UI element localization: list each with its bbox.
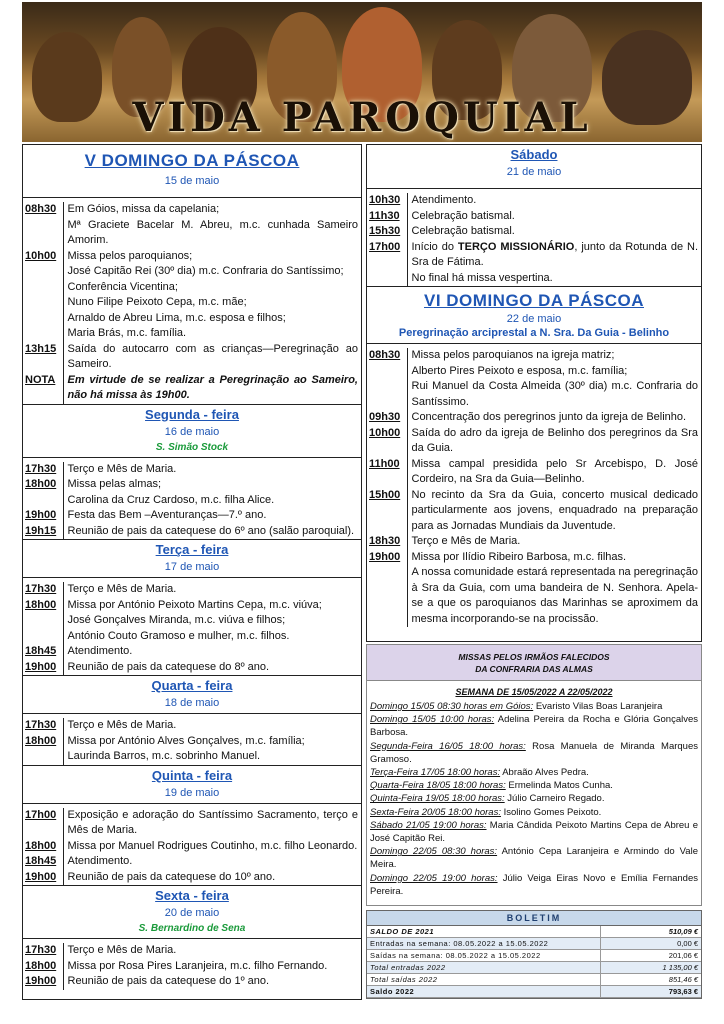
schedule-time: 17h30	[23, 462, 63, 478]
schedule-text: Missa por Rosa Pires Laranjeira, m.c. filho Fernando.	[67, 959, 328, 972]
thursday-date: 19 de maio	[164, 786, 220, 799]
schedule-row	[23, 249, 361, 265]
schedule-time: 18h00	[23, 734, 63, 750]
schedule-text: Início do TERÇO MISSIONÁRIO, junto da Rotunda de N. Sra de Fátima.	[411, 240, 699, 268]
schedule-time	[367, 271, 407, 287]
tuesday-schedule	[23, 578, 361, 676]
missas-header-line2: DA CONFRARIA DAS ALMAS	[475, 664, 593, 674]
schedule-time: 10h30	[367, 193, 407, 209]
schedule-row	[23, 477, 361, 493]
schedule-row	[367, 410, 701, 426]
schedule-row	[23, 629, 361, 645]
missas-item-who: António Cepa Laranjeira e Armindo do Vale Meira.	[370, 846, 698, 871]
schedule-text: Missa pelos paroquianos na igreja matriz;	[411, 349, 615, 361]
sunday5-header	[23, 145, 361, 198]
boletim-value: 510,09 €	[668, 927, 698, 936]
missas-item-when: Sábado 21/05 19:00 horas:	[370, 819, 487, 831]
schedule-time: 19h00	[23, 660, 63, 676]
missas-item-who: Rosa Manuela de Miranda Marques Gramoso.	[370, 740, 698, 765]
missas-item	[370, 779, 698, 792]
schedule-row	[23, 718, 361, 734]
schedule-time	[23, 629, 63, 645]
missas-item-who: Adelina Pereira da Rocha e Glória Gonçalves Barbosa.	[370, 714, 698, 739]
boletim-label: Total saídas 2022	[367, 974, 601, 985]
schedule-text: Rui Manuel da Costa Almeida (30º dia) m.c. Confraria do Santíssimo.	[411, 380, 698, 408]
schedule-table	[367, 348, 701, 627]
sunday6-header	[367, 287, 701, 344]
schedule-text: José Capitão Rei (30º dia) m.c. Confraria do Santíssimo;	[67, 265, 344, 277]
schedule-row	[23, 734, 361, 750]
missas-item	[370, 766, 698, 779]
schedule-text: Atendimento.	[411, 194, 477, 206]
schedule-table	[23, 582, 361, 675]
schedule-text: Celebração batismal.	[411, 225, 515, 237]
schedule-text: Atendimento.	[67, 645, 133, 657]
schedule-time	[23, 311, 63, 327]
schedule-table	[23, 202, 361, 404]
schedule-row	[23, 373, 361, 404]
friday-schedule	[23, 939, 361, 990]
schedule-time: 11h00	[367, 457, 407, 488]
schedule-text: Carolina da Cruz Cardoso, m.c. filha Alice.	[67, 493, 275, 506]
schedule-time: 08h30	[367, 348, 407, 364]
schedule-table	[367, 193, 701, 286]
schedule-text: No final há missa vespertina.	[411, 271, 553, 284]
boletim-row	[367, 974, 701, 986]
schedule-time: 15h30	[367, 224, 407, 240]
boletim-row	[367, 950, 701, 962]
header-banner	[22, 2, 702, 142]
boletim-title: BOLETIM	[367, 911, 701, 926]
sunday6-title: VI DOMINGO DA PÁSCOA	[424, 291, 644, 310]
schedule-time: 18h00	[23, 959, 63, 975]
left-column	[22, 144, 362, 1000]
schedule-row	[367, 550, 701, 566]
boletim-row	[367, 926, 701, 938]
thursday-title: Quinta - feira	[151, 767, 233, 783]
schedule-text: Em virtude de se realizar a Peregrinação ao Sameiro, não há missa às 19h00.	[67, 373, 358, 401]
monday-schedule	[23, 458, 361, 541]
schedule-time: 19h15	[23, 524, 63, 540]
schedule-row	[23, 493, 361, 509]
schedule-time: 10h00	[23, 249, 63, 265]
schedule-text: Terço e Mês de Maria.	[67, 719, 177, 731]
schedule-time	[367, 565, 407, 627]
missas-item	[370, 700, 698, 713]
schedule-row	[23, 508, 361, 524]
schedule-row	[367, 209, 701, 225]
wednesday-date: 18 de maio	[164, 697, 220, 709]
schedule-row	[23, 524, 361, 540]
schedule-text: Mª Graciete Bacelar M. Abreu, m.c. cunhada Sameiro Amorim.	[67, 218, 358, 246]
missas-item-when: Quinta-Feira 19/05 18:00 horas:	[370, 793, 505, 805]
schedule-text: Terço e Mês de Maria.	[67, 583, 177, 595]
missas-box	[366, 644, 702, 906]
schedule-text: José Gonçalves Miranda, m.c. viúva e filhos;	[67, 614, 286, 626]
schedule-row	[367, 457, 701, 488]
schedule-time	[367, 379, 407, 410]
schedule-table	[23, 718, 361, 765]
page-title: VIDA PAROQUIAL	[132, 94, 592, 141]
schedule-time: 17h00	[367, 240, 407, 271]
schedule-text: Terço e Mês de Maria.	[67, 944, 177, 956]
thursday-schedule	[23, 804, 361, 887]
monday-header	[23, 405, 361, 458]
schedule-time: 18h45	[23, 854, 63, 870]
schedule-row	[367, 224, 701, 240]
thursday-header	[23, 766, 361, 804]
missas-item-when: Domingo 22/05 19:00 horas:	[370, 872, 498, 884]
missas-item	[370, 819, 698, 845]
right-column	[366, 144, 702, 642]
schedule-time: 19h00	[23, 508, 63, 524]
missas-item-who: Isolino Gomes Peixoto.	[500, 806, 602, 818]
schedule-time	[23, 493, 63, 509]
schedule-row	[23, 644, 361, 660]
schedule-time	[23, 264, 63, 280]
schedule-row	[23, 326, 361, 342]
sunday5-schedule	[23, 198, 361, 405]
schedule-time	[23, 295, 63, 311]
friday-header	[23, 886, 361, 939]
monday-title: Segunda - feira	[145, 406, 239, 422]
boletim-value: 201,06 €	[668, 951, 698, 960]
schedule-time: 19h00	[367, 550, 407, 566]
schedule-row	[23, 870, 361, 886]
schedule-time: 17h30	[23, 718, 63, 734]
schedule-row	[23, 749, 361, 765]
boletim-label: Saídas na semana: 08.05.2022 a 15.05.2022	[367, 950, 601, 961]
schedule-row	[367, 348, 701, 364]
sunday6-date: 22 de maio	[506, 313, 562, 325]
schedule-time: 08h30	[23, 202, 63, 218]
monday-date: 16 de maio	[164, 425, 220, 438]
missas-item	[370, 806, 698, 819]
schedule-time: 18h00	[23, 598, 63, 614]
schedule-row	[23, 959, 361, 975]
friday-saint: S. Bernardino de Sena	[138, 923, 246, 934]
schedule-time	[23, 749, 63, 765]
schedule-row	[23, 613, 361, 629]
schedule-text: Nuno Filipe Peixoto Cepa, m.c. mãe;	[67, 296, 247, 308]
saturday-date: 21 de maio	[506, 166, 562, 178]
missas-item-who: Júlio Carneiro Regado.	[504, 793, 605, 805]
saturday-title: Sábado	[510, 147, 558, 162]
schedule-row	[23, 264, 361, 280]
schedule-row	[23, 202, 361, 218]
schedule-table	[23, 943, 361, 990]
schedule-text: Reunião de pais da catequese do 10º ano.	[67, 870, 276, 883]
schedule-row	[367, 565, 701, 627]
boletim-rows	[367, 926, 701, 998]
missas-item-who: Júlio Veiga Eiras Novo e Emília Fernandes Pereira.	[370, 872, 698, 897]
schedule-text: Reunião de pais da catequese do 6º ano (salão paroquial).	[67, 524, 355, 537]
boletim-row	[367, 938, 701, 950]
missas-item-when: Domingo 15/05 08:30 horas em Góios:	[370, 701, 534, 712]
friday-date: 20 de maio	[164, 907, 220, 919]
monday-saint: S. Simão Stock	[155, 441, 229, 453]
saturday-schedule	[367, 189, 701, 287]
schedule-time: 15h00	[367, 488, 407, 535]
schedule-row	[23, 598, 361, 614]
schedule-time: 19h00	[23, 870, 63, 886]
schedule-time: 09h30	[367, 410, 407, 426]
missas-item	[370, 740, 698, 766]
schedule-row	[367, 364, 701, 380]
boletim-value: 1 135,00 €	[662, 963, 698, 972]
boletim-label: Saldo 2022	[367, 986, 601, 997]
schedule-time: 18h45	[23, 644, 63, 660]
schedule-text: Reunião de pais da catequese do 1º ano.	[67, 975, 270, 987]
schedule-text: Alberto Pires Peixoto e esposa, m.c. família;	[411, 364, 628, 377]
tuesday-title: Terça - feira	[155, 542, 229, 557]
schedule-table	[23, 808, 361, 886]
boletim-table	[366, 910, 702, 999]
schedule-table	[23, 462, 361, 540]
wednesday-schedule	[23, 714, 361, 766]
schedule-row	[23, 808, 361, 839]
schedule-row	[23, 342, 361, 373]
schedule-row	[23, 660, 361, 676]
schedule-text: Celebração batismal.	[411, 209, 515, 222]
boletim-label: Total entradas 2022	[367, 962, 601, 973]
missas-item-when: Terça-Feira 17/05 18:00 horas:	[370, 767, 501, 779]
schedule-row	[367, 379, 701, 410]
missas-item-when: Domingo 15/05 10:00 horas:	[370, 714, 495, 726]
schedule-row	[23, 582, 361, 598]
schedule-time: NOTA	[23, 373, 63, 404]
schedule-text: Missa campal presidida pelo Sr Arcebispo, D. José Cordeiro, na Sra da Guia—Belinho.	[411, 457, 698, 485]
boletim-label: SALDO DE 2021	[367, 926, 601, 937]
schedule-text: Missa por Ilídio Ribeiro Barbosa, m.c. filhas.	[411, 550, 627, 563]
schedule-row	[367, 488, 701, 535]
missas-item-when: Quarta-Feira 18/05 18:00 horas:	[370, 780, 506, 792]
schedule-time	[23, 326, 63, 342]
schedule-time	[23, 218, 63, 249]
schedule-text: Reunião de pais da catequese do 8º ano.	[67, 660, 270, 673]
missas-item-who: Abraão Alves Pedra.	[500, 767, 589, 779]
sunday6-schedule	[367, 344, 701, 627]
schedule-row	[23, 218, 361, 249]
boletim-label: Entradas na semana: 08.05.2022 a 15.05.2022	[367, 938, 601, 949]
boletim-value: 851,46 €	[668, 975, 698, 984]
schedule-text: Saída do adro da igreja de Belinho dos peregrinos da Sra da Guia.	[411, 426, 698, 454]
missas-item	[370, 792, 698, 805]
friday-title: Sexta - feira	[155, 888, 229, 903]
schedule-time	[23, 613, 63, 629]
schedule-row	[367, 193, 701, 209]
sunday6-pilgrimage: Peregrinação arciprestal a N. Sra. Da Guia - Belinho	[398, 327, 670, 339]
missas-header-line1: MISSAS PELOS IRMÃOS FALECIDOS	[458, 652, 610, 662]
wednesday-title: Quarta - feira	[151, 678, 233, 693]
schedule-text: Arnaldo de Abreu Lima, m.c. esposa e filhos;	[67, 311, 286, 324]
schedule-time: 17h30	[23, 943, 63, 959]
schedule-text: Saída do autocarro com as crianças—Peregrinação ao Sameiro.	[67, 342, 358, 370]
sunday5-title: V DOMINGO DA PÁSCOA	[84, 151, 300, 170]
missas-item	[370, 872, 698, 898]
missas-week: SEMANA DE 15/05/2022 A 22/05/2022	[455, 687, 613, 697]
schedule-text: Maria Brás, m.c. família.	[67, 327, 187, 339]
boletim-value: 793,63 €	[668, 987, 698, 996]
schedule-time: 18h30	[367, 534, 407, 550]
schedule-time: 19h00	[23, 974, 63, 990]
missas-item-who: Maria Cândida Peixoto Martins Cepa de Abreu e José Capitão Rei.	[370, 819, 699, 845]
schedule-row	[23, 280, 361, 296]
missas-item-when: Domingo 22/05 08:30 horas:	[370, 846, 498, 858]
schedule-row	[367, 426, 701, 457]
schedule-time: 11h30	[367, 209, 407, 225]
tuesday-date: 17 de maio	[164, 561, 220, 573]
schedule-row	[23, 974, 361, 990]
wednesday-header	[23, 676, 361, 714]
schedule-text: Laurinda Barros, m.c. sobrinho Manuel.	[67, 750, 261, 762]
schedule-text: A nossa comunidade estará representada na peregrinação à Sra da Guia, com uma bandeira de N. Senhora. Apela-se a que os paroquianos das Marinhas se aproximem da mesma incorporando-se na procissão.	[411, 566, 698, 625]
schedule-time	[367, 364, 407, 380]
boletim-row	[367, 962, 701, 974]
tuesday-header	[23, 540, 361, 578]
missas-item	[370, 845, 698, 871]
schedule-row	[23, 839, 361, 855]
schedule-time	[23, 280, 63, 296]
schedule-row	[23, 295, 361, 311]
schedule-text: Missa pelas almas;	[67, 478, 162, 490]
schedule-text: Missa pelos paroquianos;	[67, 249, 193, 262]
schedule-text: Conferência Vicentina;	[67, 280, 178, 293]
sunday5-date: 15 de maio	[164, 175, 220, 187]
schedule-time: 13h15	[23, 342, 63, 373]
missas-item	[370, 713, 698, 739]
missas-item-when: Sexta-Feira 20/05 18:00 horas:	[370, 806, 501, 818]
schedule-text: Missa por António Peixoto Martins Cepa, m.c. viúva;	[67, 598, 322, 611]
schedule-row	[23, 854, 361, 870]
schedule-time: 18h00	[23, 477, 63, 493]
schedule-text: Terço e Mês de Maria.	[67, 462, 177, 475]
schedule-time: 17h30	[23, 582, 63, 598]
schedule-row	[23, 943, 361, 959]
schedule-text: Concentração dos peregrinos junto da igreja de Belinho.	[411, 411, 687, 423]
schedule-text: António Couto Gramoso e mulher, m.c. filhos.	[67, 629, 290, 642]
boletim-row	[367, 986, 701, 998]
schedule-text: Festa das Bem –Aventuranças—7.º ano.	[67, 509, 267, 521]
schedule-row	[367, 271, 701, 287]
missas-item-who: Ermelinda Matos Cunha.	[505, 780, 613, 792]
schedule-text: Atendimento.	[67, 855, 133, 867]
schedule-time: 10h00	[367, 426, 407, 457]
schedule-text: Em Góios, missa da capelania;	[67, 203, 220, 215]
schedule-text: Exposição e adoração do Santíssimo Sacramento, terço e Mês de Maria.	[67, 808, 358, 836]
schedule-row	[367, 534, 701, 550]
schedule-row	[23, 311, 361, 327]
saturday-header	[367, 145, 701, 189]
schedule-text: Missa por António Alves Gonçalves, m.c. família;	[67, 734, 305, 747]
schedule-time: 18h00	[23, 839, 63, 855]
schedule-row	[23, 462, 361, 478]
schedule-row	[367, 240, 701, 271]
missas-header	[367, 645, 701, 681]
schedule-text: Terço e Mês de Maria.	[411, 535, 521, 547]
missas-item-when: Segunda-Feira 16/05 18:00 horas:	[370, 740, 526, 752]
schedule-text: No recinto da Sra da Guia, concerto musical dedicado particularmente aos jovens, enquadrado na preparação para as Jornadas Mundiais da Juventude.	[411, 488, 698, 532]
missas-list	[367, 700, 701, 898]
missas-item-who: Evaristo Vilas Boas Laranjeira	[533, 701, 663, 712]
schedule-text: Missa por Manuel Rodrigues Coutinho, m.c. filho Leonardo.	[67, 839, 358, 852]
schedule-time: 17h00	[23, 808, 63, 839]
boletim-value: 0,00 €	[677, 939, 698, 948]
